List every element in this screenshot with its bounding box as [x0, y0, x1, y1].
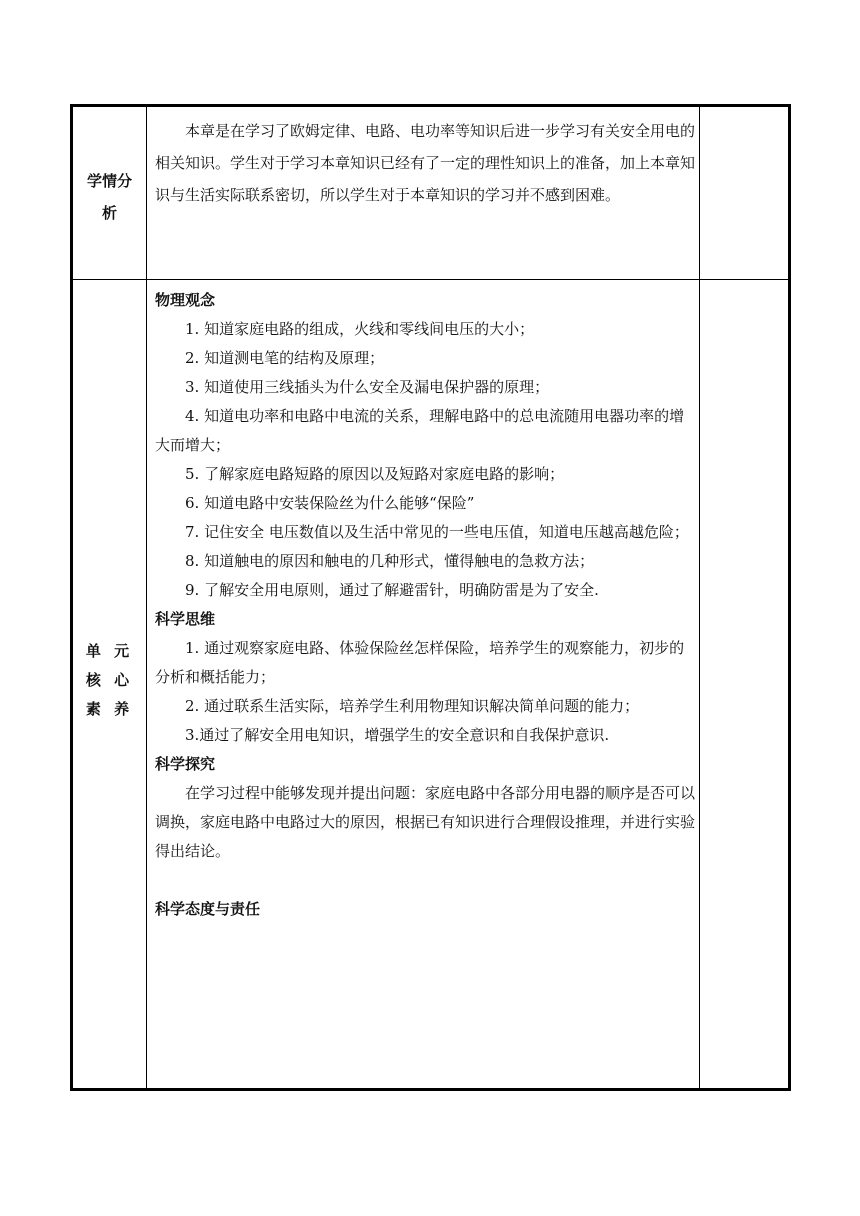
core-literacy-content — [155, 286, 695, 924]
label-line: 学情分 — [86, 172, 132, 190]
label-line: 素 养 — [85, 700, 134, 718]
list-item: 1. 通过观察家庭电路、体验保险丝怎样保险，培养学生的观察能力，初步的分析和概括能力； — [155, 639, 685, 686]
student-analysis-paragraph: 本章是在学习了欧姆定律、电路、电功率等知识后进一步学习有关安全用电的相关知识。学生对于学习本章知识已经有了一定的理性知识上的准备，加上本章知识与生活实际联系密切，所以学生对于本章知识的学习并不感到困难。 — [155, 122, 696, 204]
list-item: 7. 记住安全 电压数值以及生活中常见的一些电压值，知道电压越高越危险； — [185, 523, 689, 541]
list-item: 2. 通过联系生活实际，培养学生利用物理知识解决简单问题的能力； — [185, 697, 640, 715]
list-item: 1. 知道家庭电路的组成，火线和零线间电压的大小； — [185, 320, 535, 338]
column-divider-1 — [146, 107, 147, 1088]
section-title-physics-concept: 物理观念 — [155, 291, 216, 309]
row-divider — [73, 279, 788, 280]
list-item: 6. 知道电路中安装保险丝为什么能够“保险” — [185, 494, 475, 512]
column-divider-2 — [699, 107, 700, 1088]
list-item: 4. 知道电功率和电路中电流的关系，理解电路中的总电流随用电器功率的增大而增大； — [155, 407, 685, 454]
list-item: 3. 知道使用三线插头为什么安全及漏电保护器的原理； — [185, 378, 550, 396]
student-analysis-content — [155, 115, 695, 211]
list-item: 9. 了解安全用电原则，通过了解避雷针，明确防雷是为了安全. — [185, 581, 599, 599]
section-title-attitude-responsibility: 科学态度与责任 — [155, 900, 261, 918]
list-item: 5. 了解家庭电路短路的原因以及短路对家庭电路的影响； — [185, 465, 565, 483]
list-item: 3.通过了解安全用电知识，增强学生的安全意识和自我保护意识. — [185, 726, 610, 744]
label-line: 析 — [101, 204, 117, 222]
row-label-core-literacy — [73, 637, 146, 724]
section-title-scientific-thinking: 科学思维 — [155, 610, 216, 628]
inquiry-paragraph: 在学习过程中能够发现并提出问题：家庭电路中各部分用电器的顺序是否可以调换，家庭电路中电路过大的原因，根据已有知识进行合理假设推理，并进行实验得出结论。 — [155, 784, 696, 860]
section-title-scientific-inquiry: 科学探究 — [155, 755, 216, 773]
label-line: 核 心 — [85, 671, 134, 689]
row-label-student-analysis — [73, 165, 146, 229]
label-line: 单 元 — [85, 642, 134, 660]
list-item: 2. 知道测电笔的结构及原理； — [185, 349, 385, 367]
document-table — [70, 104, 791, 1091]
list-item: 8. 知道触电的原因和触电的几种形式，懂得触电的急救方法； — [185, 552, 595, 570]
blank-line — [155, 866, 695, 895]
